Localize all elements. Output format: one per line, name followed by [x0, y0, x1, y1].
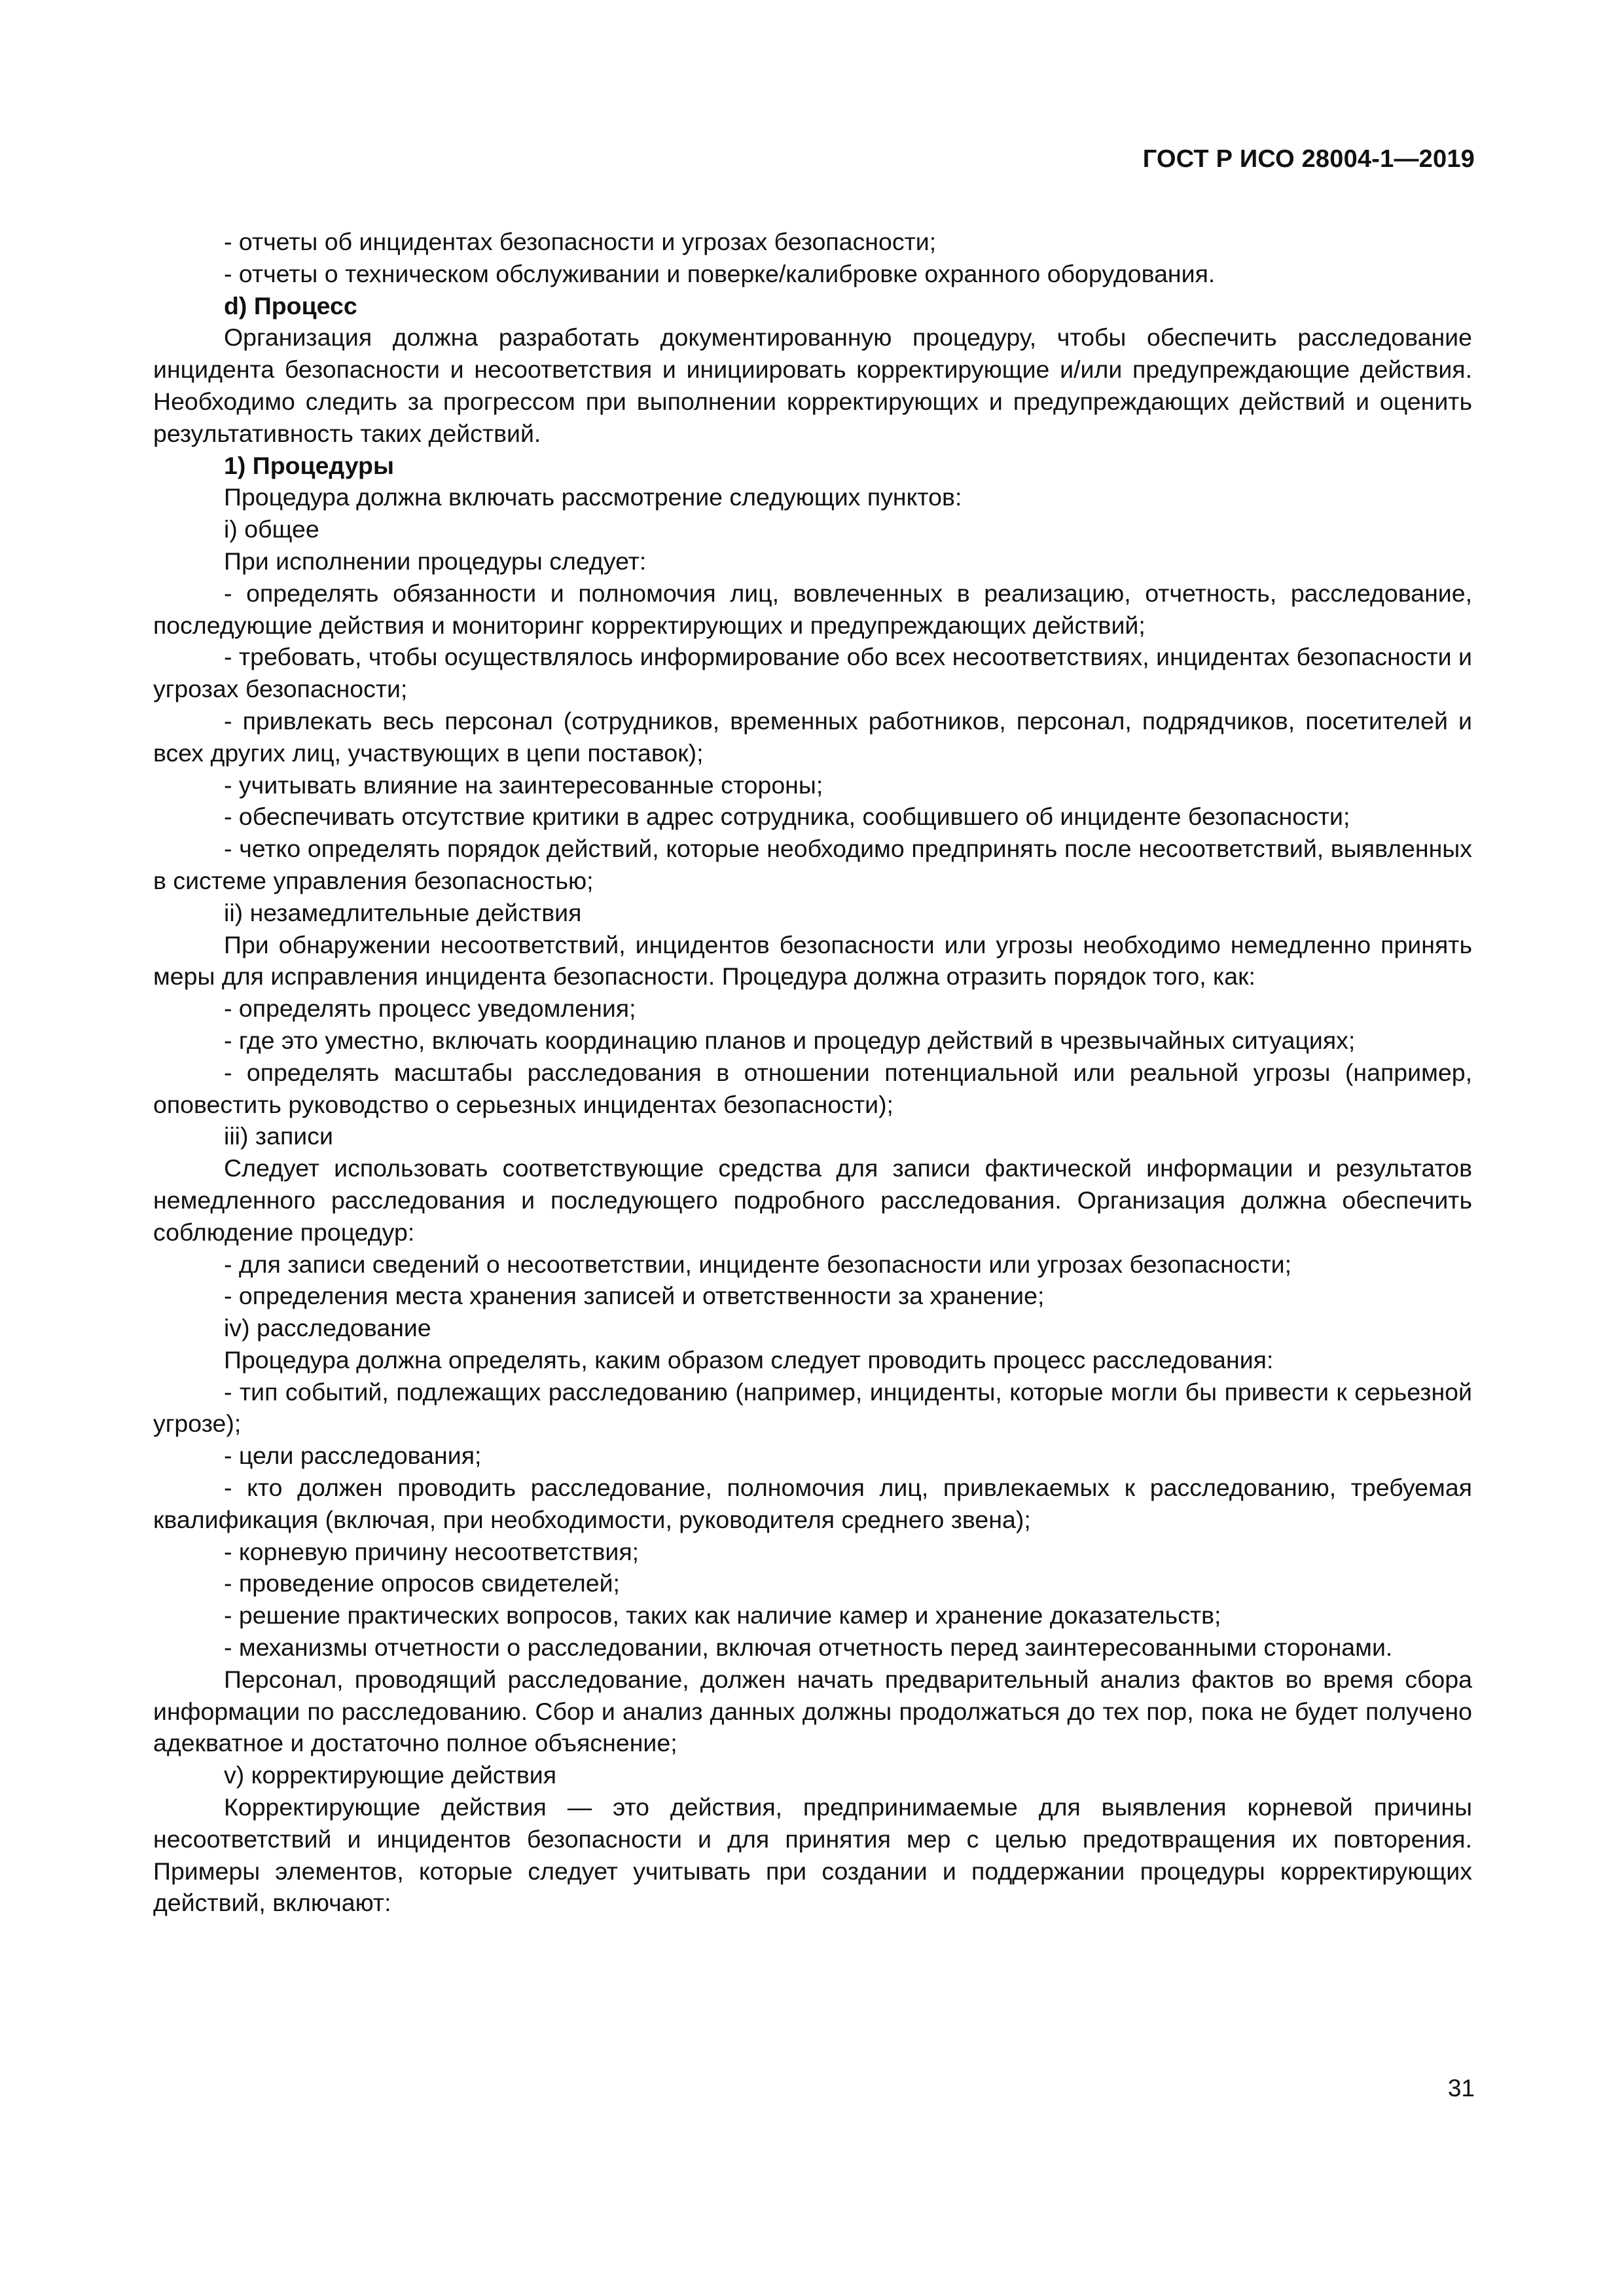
- paragraph: - привлекать весь персонал (сотрудников, временных работников, персонал, подрядчиков, посетителей и всех других лиц, участвующих в цепи поставок);: [153, 706, 1472, 767]
- page-number: 31: [1447, 2075, 1475, 2102]
- paragraph: Процедура должна включать рассмотрение следующих пунктов:: [224, 483, 962, 511]
- paragraph: - определения места хранения записей и ответственности за хранение;: [224, 1282, 1045, 1310]
- paragraph: Следует использовать соответствующие средства для записи фактической информации и результатов немедленного расследования и последующего подробного расследования. Организация должна обеспечить соблюдение процедур:: [153, 1154, 1472, 1246]
- paragraph: - решение практических вопросов, таких как наличие камер и хранение доказательств;: [224, 1601, 1221, 1630]
- paragraph: - отчеты об инцидентах безопасности и угрозах безопасности;: [224, 228, 937, 255]
- paragraph: При обнаружении несоответствий, инцидентов безопасности или угрозы необходимо немедленно принять меры для исправления инцидента безопасности. Процедура должна отразить порядок того, как:: [153, 930, 1472, 991]
- paragraph: При исполнении процедуры следует:: [224, 547, 647, 575]
- paragraph: - учитывать влияние на заинтересованные стороны;: [224, 771, 823, 799]
- paragraph: - где это уместно, включать координацию планов и процедур действий в чрезвычайных ситуациях;: [224, 1026, 1356, 1054]
- paragraph: - требовать, чтобы осуществлялось информирование обо всех несоответствиях, инцидентах безопасности и угрозах безопасности;: [153, 643, 1472, 703]
- paragraph: - кто должен проводить расследование, полномочия лиц, привлекаемых к расследованию, требуемая квалификация (включая, при необходимости, руководителя среднего звена);: [153, 1474, 1472, 1533]
- paragraph: - определять обязанности и полномочия лиц, вовлеченных в реализацию, отчетность, расследование, последующие действия и мониторинг корректирующих и предупреждающих действий;: [153, 579, 1472, 639]
- paragraph: ii) незамедлительные действия: [224, 898, 582, 926]
- section-heading: d) Процесс: [224, 291, 357, 319]
- document-body: [153, 226, 1472, 1919]
- paragraph: Организация должна разработать документированную процедуру, чтобы обеспечить расследование инцидента безопасности и несоответствия и инициировать корректирующие и/или предупреждающие действия. Необходимо следить за прогрессом при выполнении корректирующих и предупреждающих действий и оценить результативность таких действий.: [153, 323, 1472, 447]
- paragraph: - механизмы отчетности о расследовании, включая отчетность перед заинтересованными сторонами.: [224, 1633, 1393, 1662]
- paragraph: iv) расследование: [224, 1314, 431, 1342]
- paragraph: - тип событий, подлежащих расследованию (например, инциденты, которые могли бы привести к серьезной угрозе);: [153, 1377, 1472, 1438]
- paragraph: iii) записи: [224, 1122, 333, 1150]
- paragraph: - определять масштабы расследования в отношении потенциальной или реальной угрозы (например, оповестить руководство о серьезных инцидентах безопасности);: [153, 1058, 1472, 1118]
- paragraph: - отчеты о техническом обслуживании и поверке/калибровке охранного оборудования.: [224, 259, 1216, 287]
- paragraph: - для записи сведений о несоответствии, инциденте безопасности или угрозах безопасности;: [224, 1250, 1292, 1278]
- paragraph: - корневую причину несоответствия;: [224, 1537, 640, 1565]
- paragraph: Процедура должна определять, каким образом следует проводить процесс расследования:: [224, 1345, 1274, 1374]
- standard-header: ГОСТ Р ИСО 28004-1—2019: [1142, 145, 1475, 173]
- paragraph: - проведение опросов свидетелей;: [224, 1569, 620, 1597]
- paragraph: - определять процесс уведомления;: [224, 994, 636, 1023]
- paragraph: i) общее: [224, 515, 319, 543]
- section-heading: 1) Процедуры: [224, 451, 394, 479]
- paragraph: v) корректирующие действия: [224, 1761, 557, 1789]
- paragraph: - четко определять порядок действий, которые необходимо предпринять после несоответствий, выявленных в системе управления безопасностью;: [153, 835, 1472, 894]
- paragraph: Персонал, проводящий расследование, должен начать предварительный анализ фактов во время сбора информации по расследованию. Сбор и анализ данных должны продолжаться до тех пор, пока не будет получено адекватное и достаточно полное объяснение;: [153, 1665, 1472, 1757]
- paragraph: Корректирующие действия — это действия, предпринимаемые для выявления корневой причины несоответствий и инцидентов безопасности и для принятия мер с целью предотвращения их повторения. Примеры элементов, которые следует учитывать при создании и поддержании процедуры корректирующих действий, включают:: [153, 1793, 1472, 1917]
- paragraph: - цели расследования;: [224, 1442, 482, 1470]
- paragraph: - обеспечивать отсутствие критики в адрес сотрудника, сообщившего об инциденте безопасности;: [224, 803, 1350, 831]
